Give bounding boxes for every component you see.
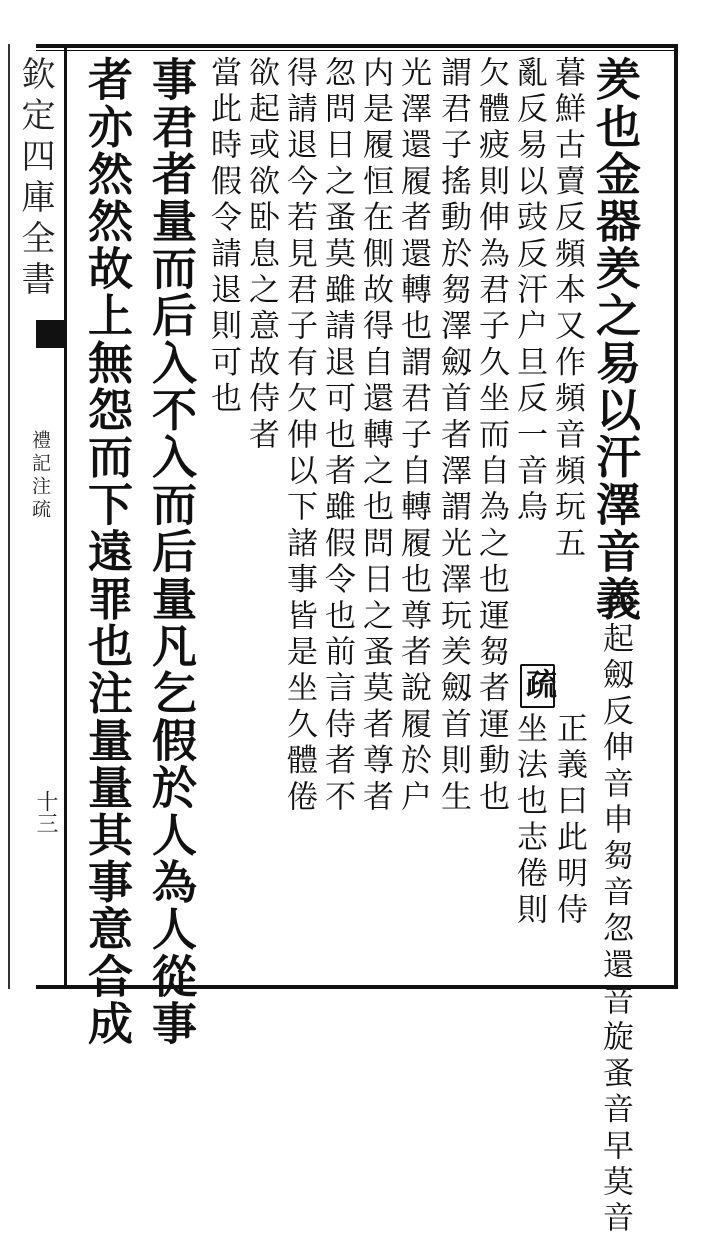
text-column-note: 坐法也志倦則 (511, 712, 547, 930)
margin-right-line (64, 44, 67, 989)
text-column-note: 欠體疲則伸為君子久坐而自為之也運芻者運動也 (473, 56, 509, 817)
margin-left-line (8, 44, 10, 989)
text-column-note: 正義曰此明侍 (551, 712, 587, 930)
text-column-note: 欲起或欲卧息之意故侍者 (243, 56, 279, 455)
text-column-note: 謂君子搖動於芻澤劔首者澤謂光澤玩羑劔首則生 (435, 56, 471, 817)
top-border-inner (36, 50, 678, 51)
text-column-note: 當此時假令請退則可也 (205, 56, 241, 418)
book-title: 禮記注疏 (29, 430, 51, 522)
text-column-note: 光澤還履者還轉也謂君子自轉履也尊者說履於户 (395, 56, 431, 817)
text-column-note: 忽問日之蚤莫雖請退可也者雖假令也前言侍者不 (319, 56, 355, 817)
right-border (674, 44, 678, 989)
collection-title: 欽定四庫全書 (15, 56, 55, 302)
text-column-note: 暮鮮古賣反頻本又作頻音頻玩五 (549, 56, 585, 563)
text-column-main: 羑也金器羑之易以汗澤音義 (588, 56, 641, 623)
fish-tail-mark (36, 320, 66, 348)
top-border (36, 44, 678, 48)
text-column-main: 事君者量而后入不入而后量凡乞假於人為人從事 (144, 56, 197, 1048)
commentary-marker (519, 664, 555, 708)
page-number: 十三 (33, 790, 58, 834)
text-column-note: 欠起劔反伸音申芻音忽還音旋蚤音早莫音 (597, 586, 633, 1238)
text-column-main: 者亦然然故上無怨而下遠罪也注量量其事意合成 (80, 56, 133, 1048)
text-column-note: 内是履恒在側故得自還轉之也問日之蚤莫者尊者 (357, 56, 393, 817)
text-column-note: 亂反易以豉反汗户旦反一音烏 (511, 56, 547, 527)
shu-tag: 疏 (520, 664, 555, 708)
text-column-note: 得請退今若見君子有欠伸以下諸事皆是坐久體倦 (281, 56, 317, 817)
